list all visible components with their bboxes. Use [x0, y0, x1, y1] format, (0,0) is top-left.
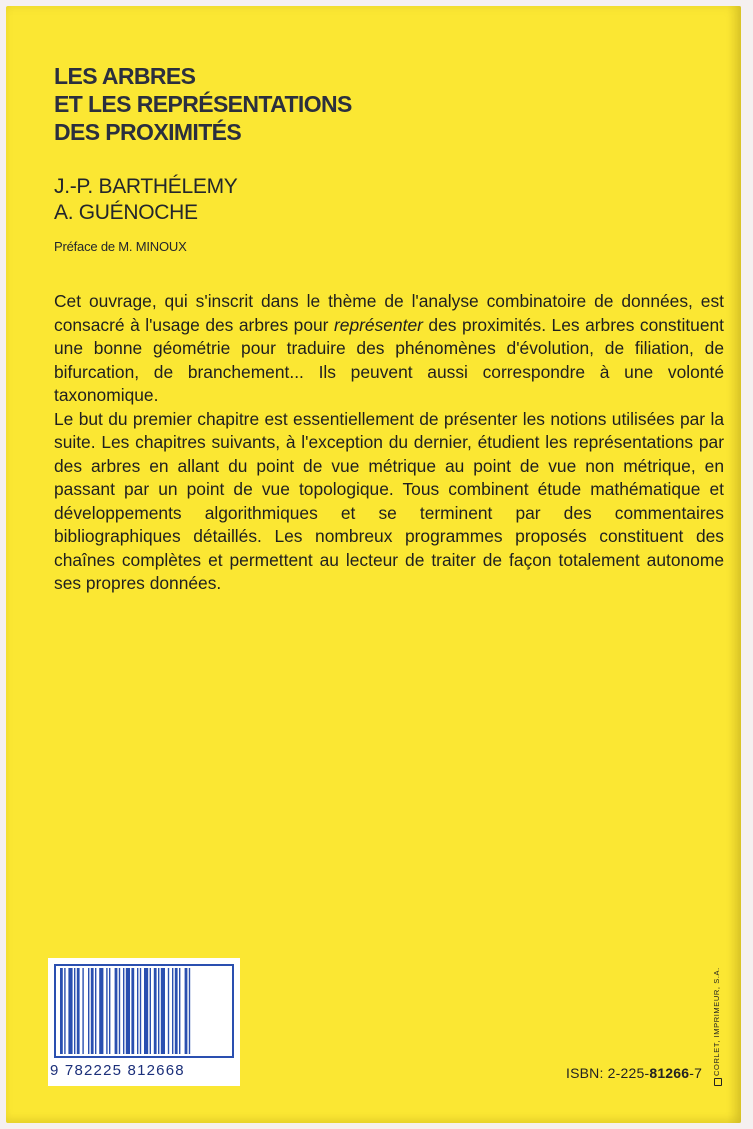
barcode-bar [115, 968, 118, 1054]
barcode-bar [158, 968, 159, 1054]
barcode-bar [60, 968, 63, 1054]
barcode-bar [77, 968, 80, 1054]
title-line-1: LES ARBRES [54, 63, 196, 89]
barcode-bar [185, 968, 188, 1054]
emphasis-representer: représenter [333, 314, 423, 335]
barcode-bar [131, 968, 134, 1054]
barcode-bar [64, 968, 65, 1054]
barcode-bar [161, 968, 165, 1054]
printer-logo-icon [714, 1078, 722, 1086]
barcode-bar [189, 968, 190, 1054]
barcode-digits: 9 782225 812668 [50, 1062, 185, 1079]
barcode-bar [137, 968, 138, 1054]
authors [54, 174, 237, 226]
barcode-bar [144, 968, 148, 1054]
barcode-bar [99, 968, 103, 1054]
barcode-bar [150, 968, 151, 1054]
preface-credit: Préface de M. MINOUX [54, 239, 187, 254]
barcode-bar [109, 968, 110, 1054]
barcode-bar [91, 968, 94, 1054]
book-back-cover [6, 6, 741, 1123]
barcode-bar [154, 968, 157, 1054]
barcode-bar [123, 968, 124, 1054]
title-line-2: ET LES REPRÉSENTATIONS [54, 91, 352, 117]
barcode-bar [68, 968, 72, 1054]
title-line-3: DES PROXIMITÉS [54, 119, 242, 145]
barcode-bar [168, 968, 169, 1054]
barcode-bar [175, 968, 178, 1054]
barcode-bar [82, 968, 83, 1054]
summary-paragraph-1: Cet ouvrage, qui s'inscrit dans le thème de l'analyse combinatoire de données, est consacré à l'usage des arbres pour représenter des proximités. Les arbres constituent une bonne géométrie pour traduire des phénomènes d'évolution, de filiation, de bifurcation, de branchement... Ils peuvent aussi correspondre à une volonté taxonomique. [54, 291, 725, 405]
summary-text [54, 290, 724, 596]
barcode-bars [58, 968, 230, 1056]
barcode-bar [140, 968, 141, 1054]
barcode-bar [119, 968, 120, 1054]
summary-paragraph-2: Le but du premier chapitre est essentiellement de présenter les notions utilisées par la suite. Les chapitres suivants, à l'exception du dernier, étudient les représentations par des arbres en allant du point de vue métrique au point de vue non métrique, en passant par un point de vue topologique. Tous combinent étude mathématique et développements algorithmiques et se terminent par des commentaires bibliographiques détaillés. Les nombreux programmes proposés constituent des chaînes complètes et permettent au lecteur de traiter de façon totalement autonome ses propres données. [54, 408, 724, 593]
barcode-bar [172, 968, 173, 1054]
barcode-bar [106, 968, 107, 1054]
isbn: ISBN: 2-225-81266-7 [566, 1065, 703, 1081]
barcode-bar [88, 968, 89, 1054]
barcode [48, 958, 240, 1086]
barcode-bar [179, 968, 180, 1054]
book-title [54, 62, 352, 146]
barcode-bar [126, 968, 130, 1054]
author-1: J.-P. BARTHÉLEMY [54, 175, 238, 198]
printer-credit: CORLET, IMPRIMEUR, S.A. [712, 967, 721, 1076]
barcode-bar [95, 968, 96, 1054]
author-2: A. GUÉNOCHE [54, 201, 198, 224]
barcode-bar [74, 968, 75, 1054]
